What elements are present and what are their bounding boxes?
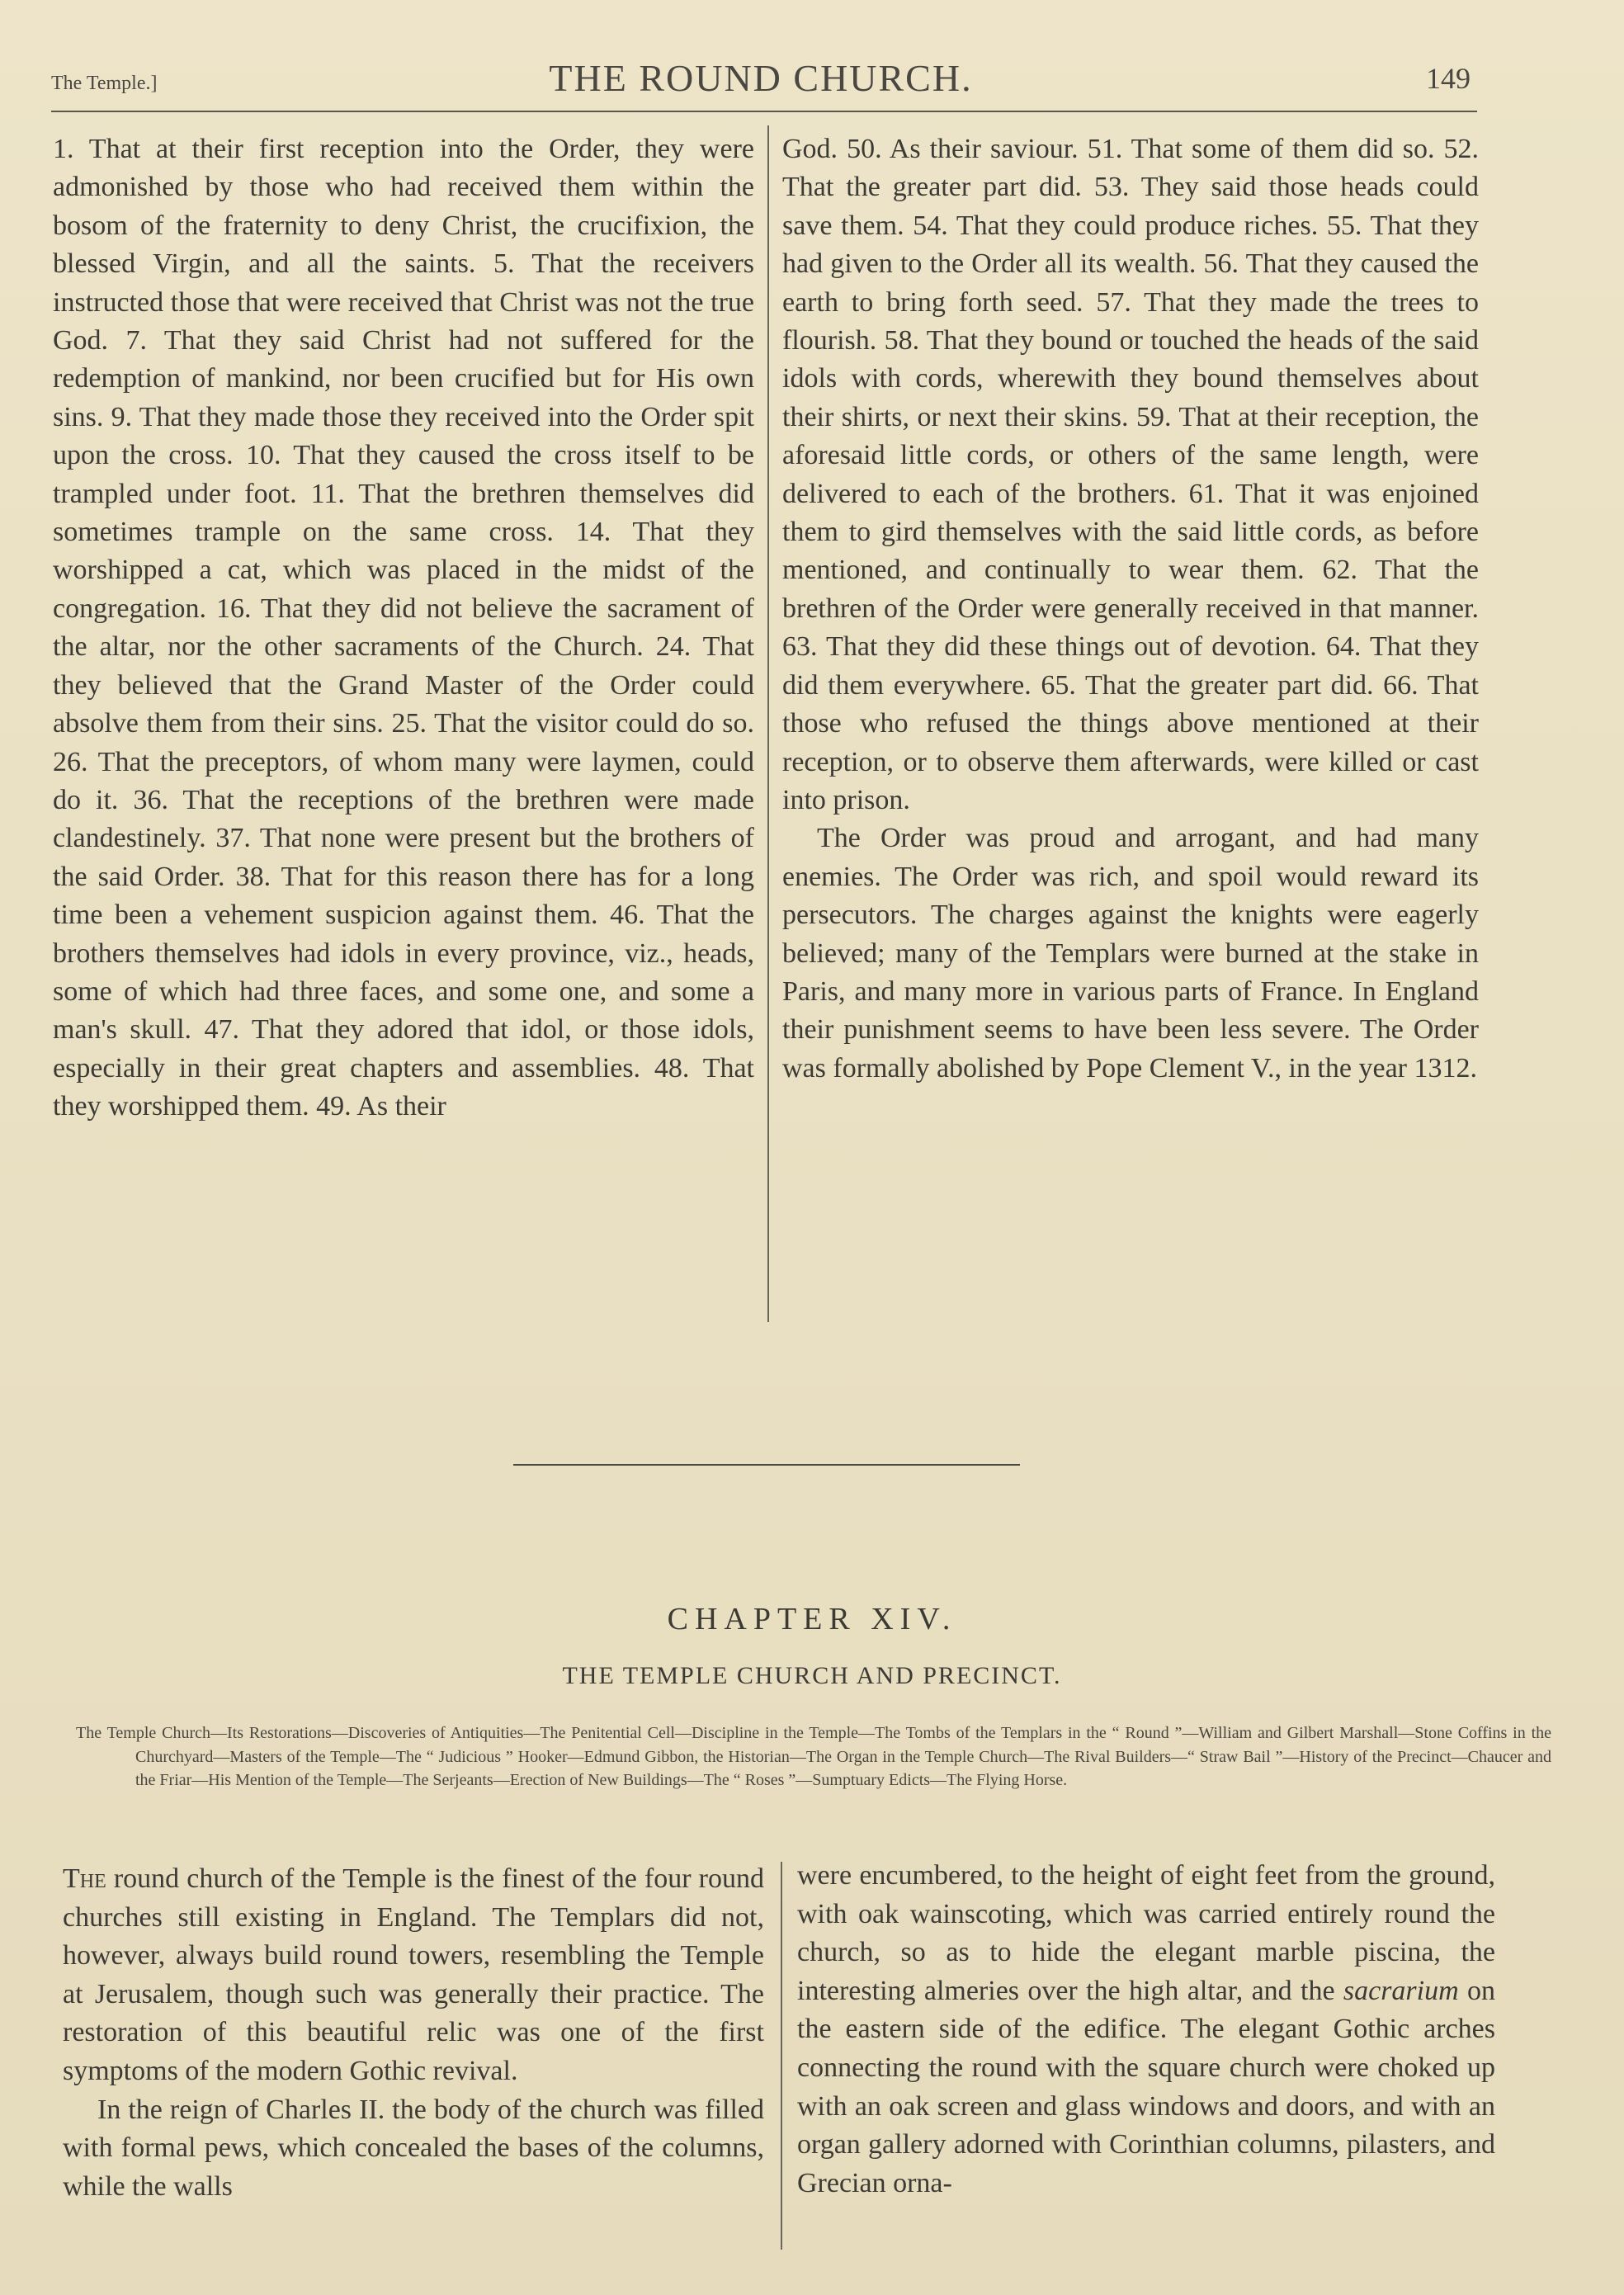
top-left-paragraph: 1. That at their first reception into the Order, they were admonished by those who had received them within the bosom of the fraternity to deny Christ, the crucifixion, the blessed Virgin, and all the saints. 5. That the receivers instructed those that were received that Christ was not the true God. 7. That they said Christ had not suffered for the redemption of mankind, nor been crucified but for His own sins. 9. That they made those they received into the Order spit upon the cross. 10. That they caused the cross itself to be trampled under foot. 11. That the brethren themselves did sometimes trample on the same cross. 14. That they worshipped a cat, which was placed in the midst of the congregation. 16. That they did not believe the sacrament of the altar, nor the other sacraments of the Church. 24. That they believed that the Grand Master of the Order could absolve them from their sins. 25. That the visitor could do so. 26. That the preceptors, of whom many were laymen, could do it. 36. That the receptions of the brethren were made clandestinely. 37. That none were present but the brothers of the said Order. 38. That for this reason there has for a long time been a vehement suspicion against them. 46. That the brothers themselves had idols in every province, viz., heads, some of which had three faces, and some one, and some a man's skull. 47. That they adored that idol, or those idols, especially in their great chapters and assemblies. 48. That they worshipped them. 49. As their	[53, 134, 754, 1122]
italic-term: sacrarium	[1343, 1975, 1459, 2006]
bottom-right-paragraph	[797, 1857, 1495, 2203]
bottom-right-column	[797, 1857, 1495, 2203]
bottom-left-paragraph-1	[63, 1860, 764, 2091]
running-head-section: The Temple.]	[51, 73, 158, 94]
chapter-number: CHAPTER XIV.	[667, 1602, 957, 1636]
chapter-title: THE TEMPLE CHURCH AND PRECINCT.	[562, 1662, 1062, 1689]
top-right-paragraph-2: The Order was proud and arrogant, and had many enemies. The Order was rich, and spoil would reward its persecutors. The charges against the knights were eagerly believed; many of the Templars were burned at the stake in Paris, and many more in various parts of France. In England their punishment seems to have been less severe. The Order was formally abolished by Pope Clement V., in the year 1312.	[782, 823, 1479, 1084]
opening-word: The	[63, 1863, 106, 1894]
bottom-left-paragraph-2: In the reign of Charles II. the body of the church was filled with formal pews, which concealed the bases of the columns, while the walls	[63, 2094, 764, 2202]
page-number: 149	[1426, 62, 1471, 95]
top-right-paragraph-1: God. 50. As their saviour. 51. That some of them did so. 52. That the greater part did. 53. They said those heads could save them. 54. That they could produce riches. 55. That they had given to the Order all its wealth. 56. That they caused the earth to bring forth seed. 57. That they made the trees to flourish. 58. That they bound or touched the heads of the said idols with cords, wherewith they bound themselves about their shirts, or next their skins. 59. That at their reception, the aforesaid little cords, or others of the same length, were delivered to each of the brothers. 61. That it was enjoined them to gird themselves with the said little cords, as before mentioned, and continually to wear them. 62. That the brethren of the Order were generally received in that manner. 63. That they did these things out of devotion. 64. That they did them everywhere. 65. That the greater part did. 66. That those who refused the things above mentioned at their reception, or to observe them afterwards, were killed or cast into prison.	[782, 134, 1479, 815]
column-divider-top	[767, 125, 769, 1322]
top-left-column	[53, 130, 754, 1126]
bottom-right-text-1: were encumbered, to the height of eight feet from the ground, with oak wainscoting, which was carried entirely round the church, so as to hide the elegant marble piscina, the interesting almeries over the high altar, and the	[797, 1860, 1495, 2006]
bottom-right-text-2: on the eastern side of the edifice. The elegant Gothic arches connecting the round with the square church were choked up with an oak screen and glass windows and doors, and with an organ gallery adorned with Corinthian columns, pilasters, and Grecian orna-	[797, 1975, 1495, 2198]
bottom-left-paragraph-1-text: round church of the Temple is the finest of the four round churches still existing in England. The Templars did not, however, always build round towers, resembling the Temple at Jerusalem, though such was generally their practice. The restoration of this beautiful relic was one of the first symptoms of the modern Gothic revival.	[63, 1863, 764, 2086]
section-divider	[513, 1464, 1020, 1466]
bottom-left-column	[63, 1860, 764, 2206]
running-head-title: THE ROUND CHURCH.	[549, 57, 973, 99]
column-divider-bottom	[781, 1862, 782, 2250]
header-rule	[51, 111, 1477, 112]
chapter-synopsis: The Temple Church—Its Restorations—Discoveries of Antiquities—The Penitential Cell—Discipline in the Temple—The Tombs of the Templars in the “ Round ”—William and Gilbert Marshall—Stone Coffins in the Churchyard—Masters of the Temple—The “ Judicious ” Hooker—Edmund Gibbon, the Historian—The Organ in the Temple Church—The Rival Builders—“ Straw Bail ”—History of the Precinct—Chaucer and the Friar—His Mention of the Temple—The Serjeants—Erection of New Buildings—The “ Roses ”—Sumptuary Edicts—The Flying Horse.	[76, 1724, 1551, 1789]
running-head	[51, 56, 1471, 106]
top-right-column	[782, 130, 1479, 1088]
